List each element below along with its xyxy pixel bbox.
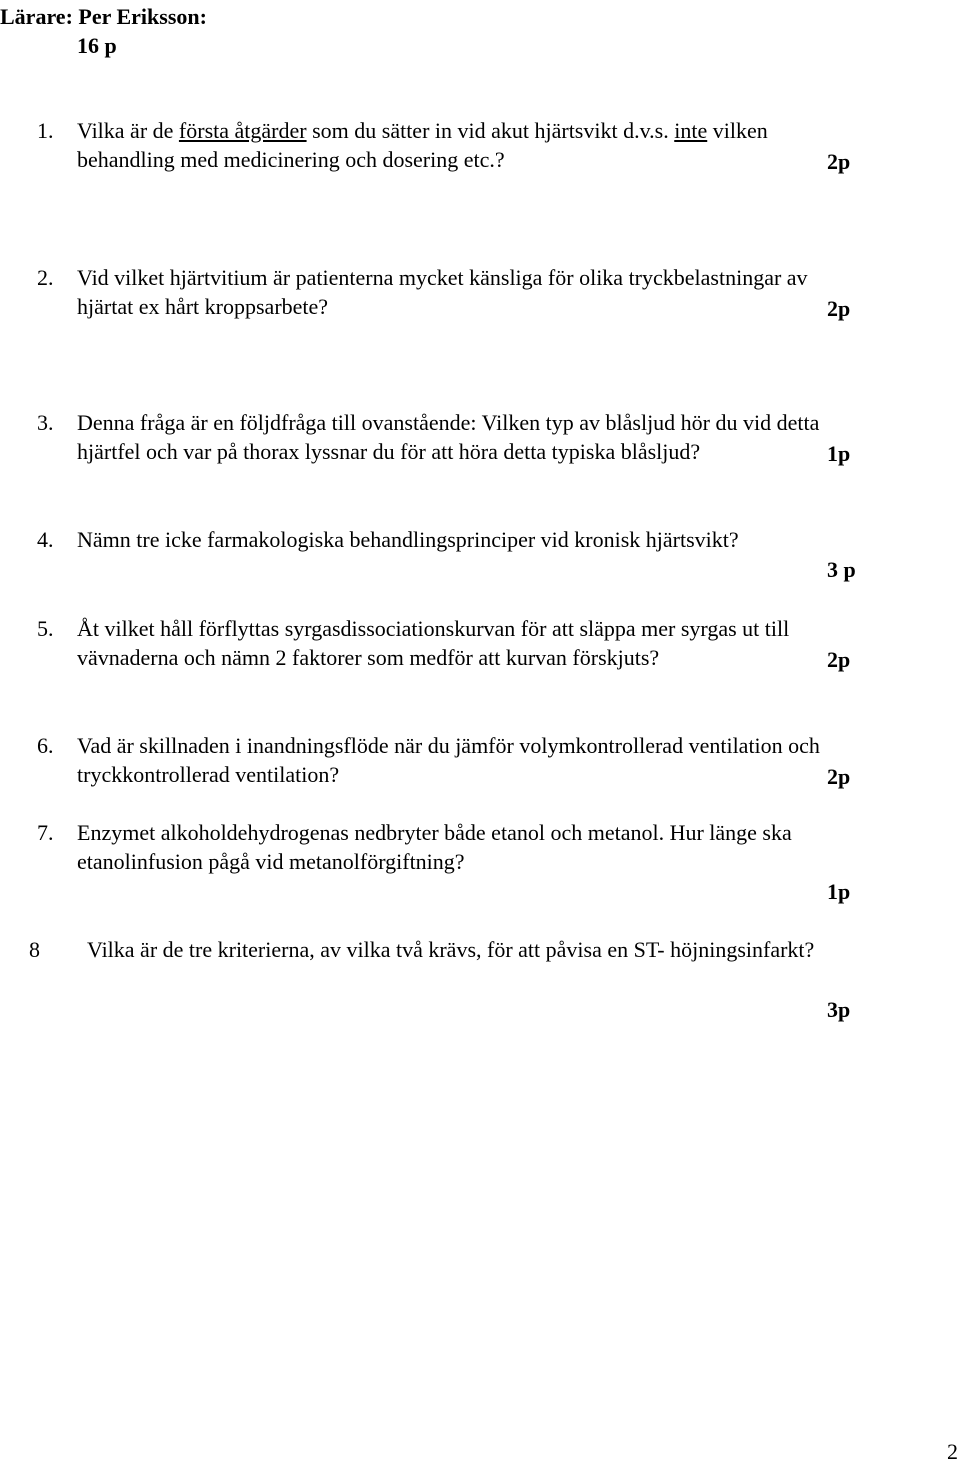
question-points: 1p xyxy=(827,879,851,904)
question-text-line1: Denna fråga är en följdfråga till ovanstående: Vilken typ av blåsljud hör du vid detta xyxy=(77,410,820,435)
question-points: 2p xyxy=(827,296,851,321)
question-text-line1: Enzymet alkoholdehydrogenas nedbryter både etanol och metanol. Hur länge ska xyxy=(77,820,792,845)
question-text-line1: Vilka är de tre kriterierna, av vilka två krävs, för att påvisa en ST- höjningsinfarkt? xyxy=(87,937,815,962)
question-points: 1p xyxy=(827,441,851,466)
question-text-line1: Vad är skillnaden i inandningsflöde när du jämför volymkontrollerad ventilation och xyxy=(77,733,820,758)
question-text-line2: hjärtat ex hårt kroppsarbete? xyxy=(77,294,329,319)
question-text-line2: etanolinfusion pågå vid metanolförgiftning? xyxy=(77,849,465,874)
question-number: 1. xyxy=(37,118,54,143)
question-points: 2p xyxy=(827,149,851,174)
question-text-line2: vävnaderna och nämn 2 faktorer som medför att kurvan förskjuts? xyxy=(77,645,660,670)
question-points: 3 p xyxy=(827,557,856,582)
question-text-line1: Åt vilket håll förflyttas syrgasdissociationskurvan för att släppa mer syrgas ut till xyxy=(77,616,790,641)
question-number: 5. xyxy=(37,616,54,641)
question-number: 6. xyxy=(37,733,54,758)
question-text-line1: Vilka är de första åtgärder som du sätter in vid akut hjärtsvikt d.v.s. inte vilken xyxy=(77,118,768,143)
question-text-line2: hjärtfel och var på thorax lyssnar du för att höra detta typiska blåsljud? xyxy=(77,439,701,464)
underlined-text: första åtgärder xyxy=(178,118,307,143)
underlined-text: inte xyxy=(674,118,708,143)
question-number: 4. xyxy=(37,527,54,552)
total-points: 16 p xyxy=(77,33,117,58)
question-points: 3p xyxy=(827,997,851,1022)
question-points: 2p xyxy=(827,647,851,672)
question-number: 3. xyxy=(37,410,54,435)
question-text-line1: Vid vilket hjärtvitium är patienterna mycket känsliga för olika tryckbelastningar av xyxy=(77,265,808,290)
page-number: 2 xyxy=(947,1439,958,1464)
question-number: 7. xyxy=(37,820,54,845)
question-points: 2p xyxy=(827,764,851,789)
question-text-line2: behandling med medicinering och dosering etc.? xyxy=(77,147,505,172)
question-number: 2. xyxy=(37,265,54,290)
question-number: 8 xyxy=(29,937,40,962)
question-text-line1: Nämn tre icke farmakologiska behandlingsprinciper vid kronisk hjärtsvikt? xyxy=(77,527,739,552)
teacher-name: Lärare: Per Eriksson: xyxy=(0,4,207,29)
question-text-line2: tryckkontrollerad ventilation? xyxy=(77,762,340,787)
